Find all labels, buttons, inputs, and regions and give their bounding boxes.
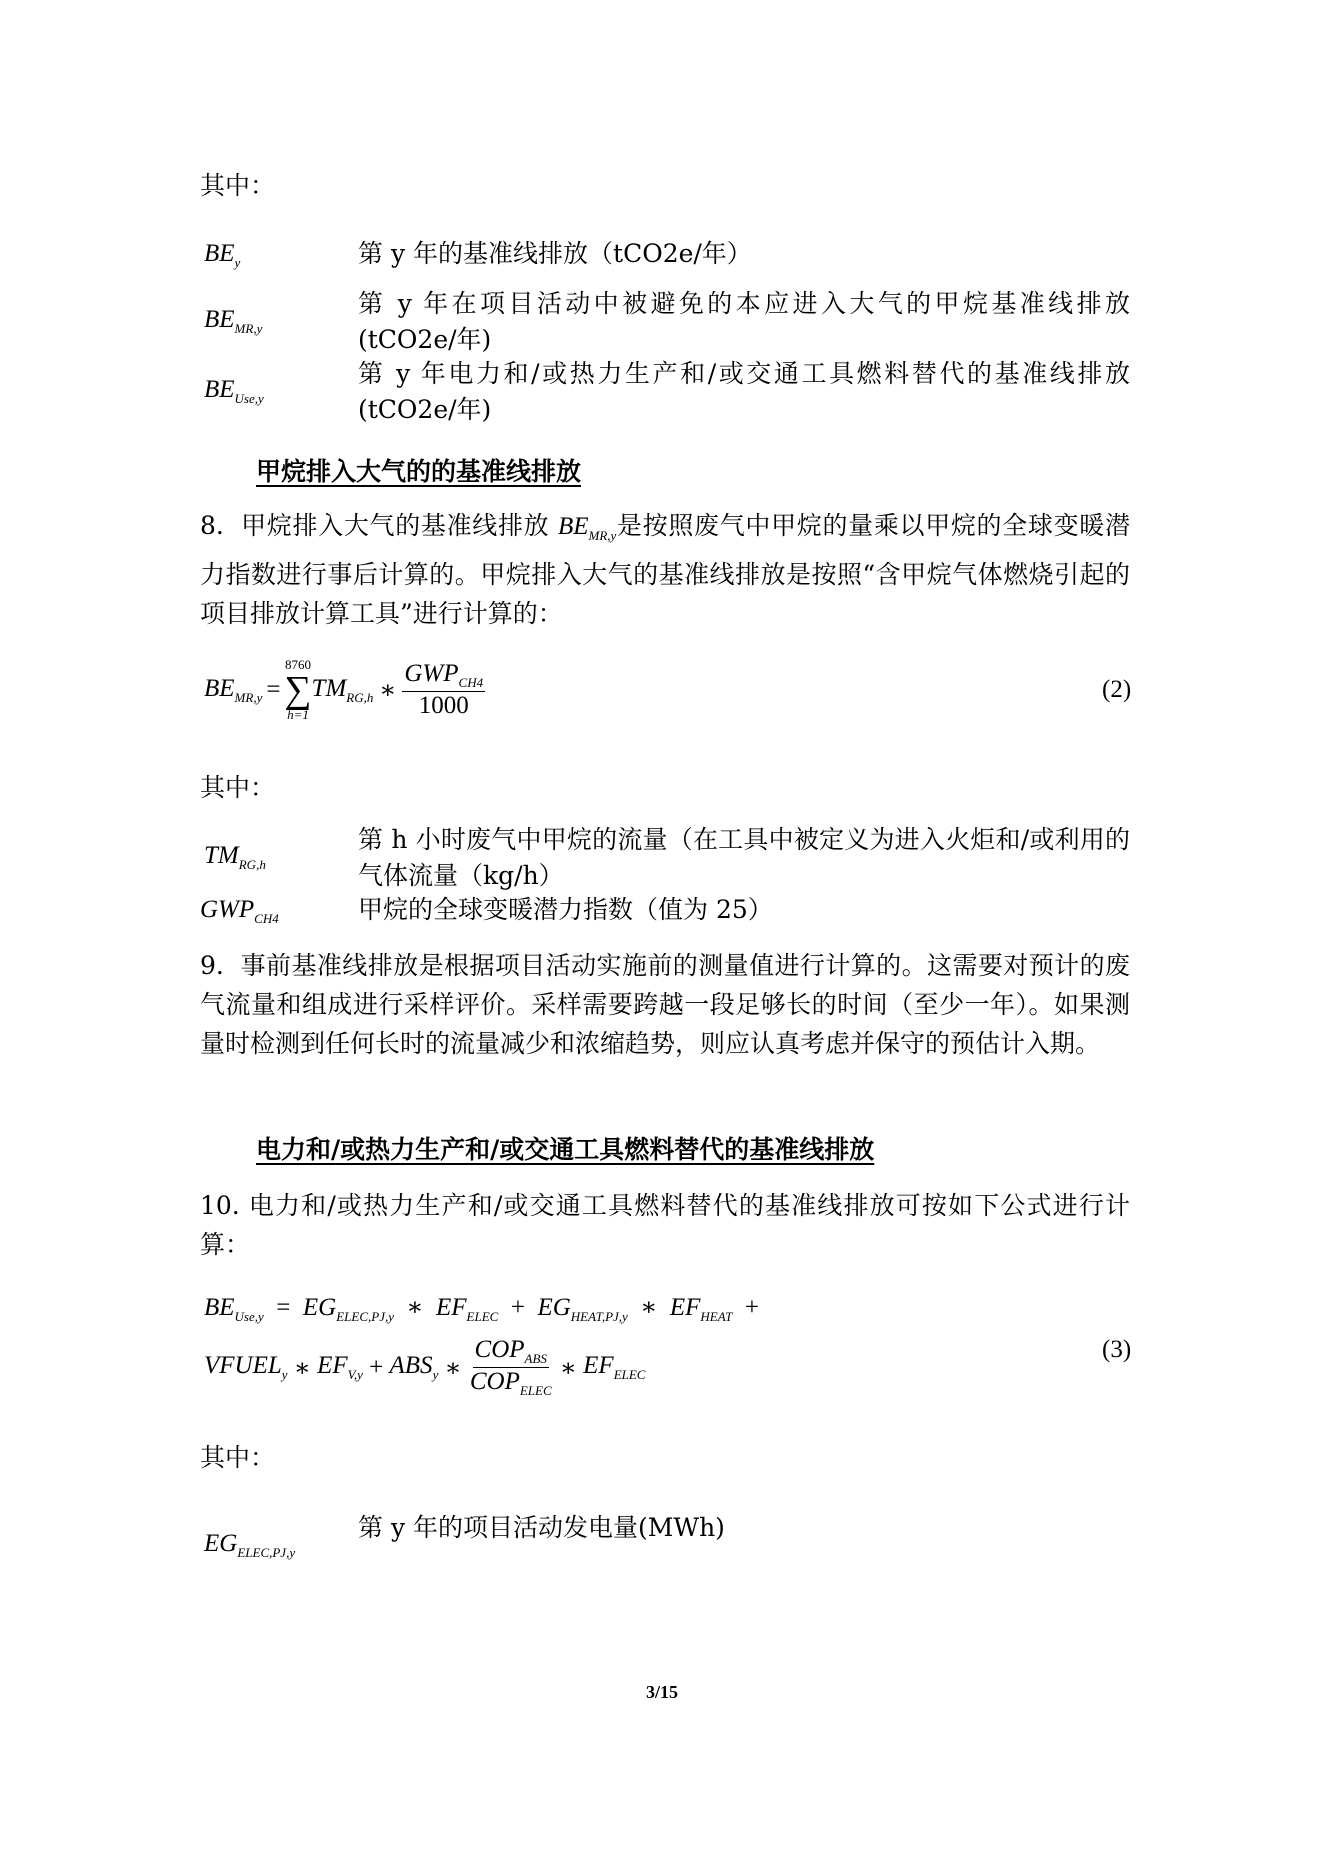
- equation-3-line-1: $BE_{Use,y} = EG_{ELEC,PJ,y}$ ∗ $EF_{ELEC} + EG_{HEAT,PJ,y}$ ∗ $EF_{HEAT}$ +: [204, 1294, 760, 1324]
- eq2-lhs: $BE_{MR,y}$: [204, 674, 263, 705]
- definition-tm-rg-h: 第 h 小时废气中甲烷的流量（在工具中被定义为进入火炬和/或利用的气体流量（kg/h）: [358, 825, 1130, 890]
- symbol-be-use-y: $BE_{Use,y}$: [204, 376, 264, 406]
- inline-symbol-be-mr-y: $BE_{MR,y}$: [557, 513, 617, 543]
- where-label: 其中：: [200, 171, 276, 200]
- eq2-term: $TM_{RG,h}$: [311, 674, 374, 705]
- section-heading-methane: 甲烷排入大气的的基准线排放: [256, 457, 582, 486]
- equation-number-3: (3): [1102, 1336, 1132, 1363]
- page-number: 3/15: [645, 1682, 679, 1702]
- section-heading-energy: 电力和/或热力生产和/或交通工具燃料替代的基准线排放: [256, 1135, 875, 1164]
- definition-be-use-y: 第 y 年电力和/或热力生产和/或交通工具燃料替代的基准线排放(tCO2e/年): [358, 359, 1130, 424]
- definition-be-mr-y: 第 y 年在项目活动中被避免的本应进入大气的甲烷基准线排放(tCO2e/年): [358, 289, 1130, 354]
- equation-3-line-2: $VFUEL_y$ ∗ $EF_{V,y}$ + $ABS_y$ ∗ $\frac{COP_{ABS}}{COP_{ELEC}}$ ∗ $EF_{ELEC}$: [204, 1336, 646, 1398]
- eq2-fraction: $\frac{GWP_{CH4}}{1000}$: [404, 660, 484, 719]
- equation-number-2: (2): [1102, 676, 1132, 703]
- symbol-be-y: $BE_y$: [204, 240, 241, 270]
- definition-eg-elec-pj-y: 第 y 年的项目活动发电量(MWh): [358, 1513, 725, 1542]
- symbol-be-mr-y: $BE_{MR,y}$: [204, 306, 263, 336]
- definition-gwp-ch4: 甲烷的全球变暖潜力指数（值为 25）: [358, 895, 773, 924]
- eq3-cop-fraction: $\frac{COP_{ABS}}{COP_{ELEC}}$: [469, 1336, 552, 1398]
- equation-2: $BE_{MR,y}$ = 8760 ∑ h=1 $TM_{RG,h}$ ∗ $\frac{GWP_{CH4}}{1000}$: [204, 657, 484, 722]
- paragraph-8: 8. 甲烷排入大气的基准线排放 $BE_{MR,y}$是按照废气中甲烷的量乘以甲烷的全球变暖潜力指数进行事后计算的。甲烷排入大气的基准线排放是按照“含甲烷气体燃烧引起的项目排放计算工具”进行计算的：: [200, 511, 1130, 628]
- symbol-eg-elec-pj-y: $EG_{ELEC,PJ,y}$: [204, 1530, 296, 1560]
- symbol-tm-rg-h: $TM_{RG,h}$: [204, 842, 266, 872]
- where-label: 其中：: [200, 1443, 276, 1472]
- paragraph-10: 10. 电力和/或热力生产和/或交通工具燃料替代的基准线排放可按如下公式进行计算：: [200, 1191, 1130, 1259]
- symbol-gwp-ch4: $GWP_{CH4}$: [200, 896, 279, 926]
- definition-be-y: 第 y 年的基准线排放（tCO2e/年）: [358, 239, 752, 268]
- where-label: 其中：: [200, 773, 276, 802]
- paragraph-9: 9. 事前基准线排放是根据项目活动实施前的测量值进行计算的。这需要对预计的废气流量和组成进行采样评价。采样需要跨越一段足够长的时间（至少一年）。如果测量时检测到任何长时的流量减少和浓缩趋势，则应认真考虑并保守的预估计入期。: [200, 951, 1130, 1058]
- summation-symbol: 8760 ∑ h=1: [284, 657, 312, 722]
